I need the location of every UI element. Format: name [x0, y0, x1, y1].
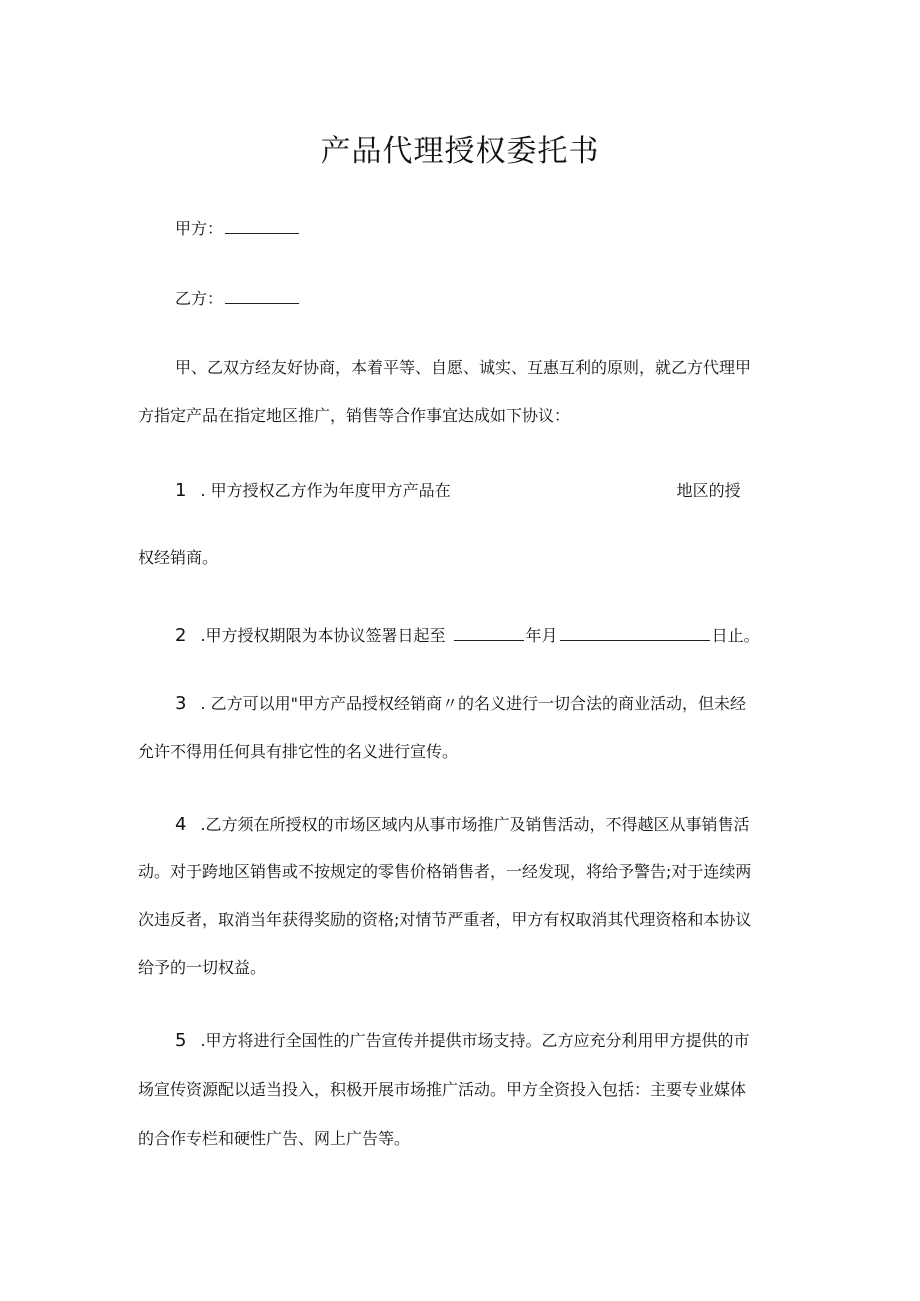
intro-line-2: 方指定产品在指定地区推广，销售等合作事宜达成如下协议：	[138, 406, 571, 425]
party-b-label: 乙方：	[175, 289, 224, 308]
clause-2-blank-year	[454, 624, 524, 641]
clause-1-text-b: 地区的授	[676, 481, 741, 500]
clause-4-line-4: 给予的一切权益。	[138, 958, 267, 977]
clause-2-number: 2	[175, 625, 187, 646]
clause-5-number: 5	[175, 1030, 187, 1051]
clause-4-line-1	[175, 814, 750, 836]
clause-5-line-1	[175, 1030, 750, 1052]
document-title: 产品代理授权委托书	[320, 134, 600, 169]
party-a-line	[175, 217, 301, 240]
clause-5-text-1: .甲方将进行全国性的广告宣传并提供市场支持。乙方应充分利用甲方提供的市	[200, 1031, 750, 1050]
clause-1-line-2: 权经销商。	[138, 548, 219, 567]
clause-4-number: 4	[175, 814, 187, 835]
clause-4-text-1: .乙方须在所授权的市场区域内从事市场推广及销售活动，不得越区从事销售活	[200, 815, 750, 834]
party-b-line	[175, 287, 301, 310]
clause-3-line-2: 允许不得用任何具有排它性的名义进行宣传。	[138, 742, 459, 761]
clause-1-line-1	[175, 480, 741, 502]
clause-3-number: 3	[175, 693, 187, 714]
clause-3-line-1	[175, 693, 746, 715]
clause-2-text-b: 年月	[525, 626, 558, 645]
clause-3-text-1: . 乙方可以用"甲方产品授权经销商〃的名义进行一切合法的商业活动，但未经	[200, 694, 746, 713]
party-a-blank	[225, 217, 299, 234]
clause-2-blank-day	[560, 624, 710, 641]
party-a-label: 甲方：	[175, 219, 224, 238]
clause-1-number: 1	[175, 480, 187, 501]
clause-4-line-2: 动。对于跨地区销售或不按规定的零售价格销售者，一经发现，将给予警告;对于连续两	[138, 862, 752, 881]
clause-2-text-a: .甲方授权期限为本协议签署日起至	[200, 626, 446, 645]
clause-2-line	[175, 624, 760, 647]
clause-5-line-2: 场宣传资源配以适当投入，积极开展市场推广活动。甲方全资投入包括：主要专业媒体	[138, 1080, 747, 1099]
clause-5-line-3: 的合作专栏和硬性广告、网上广告等。	[138, 1129, 411, 1148]
clause-4-line-3: 次违反者，取消当年获得奖励的资格;对情节严重者，甲方有权取消其代理资格和本协议	[138, 910, 752, 929]
party-b-blank	[225, 287, 299, 304]
clause-2-text-c: 日止。	[711, 626, 760, 645]
intro-line-1: 甲、乙双方经友好协商，本着平等、自愿、诚实、互惠互利的原则，就乙方代理甲	[175, 358, 752, 377]
clause-1-text-a: . 甲方授权乙方作为年度甲方产品在	[200, 481, 451, 500]
